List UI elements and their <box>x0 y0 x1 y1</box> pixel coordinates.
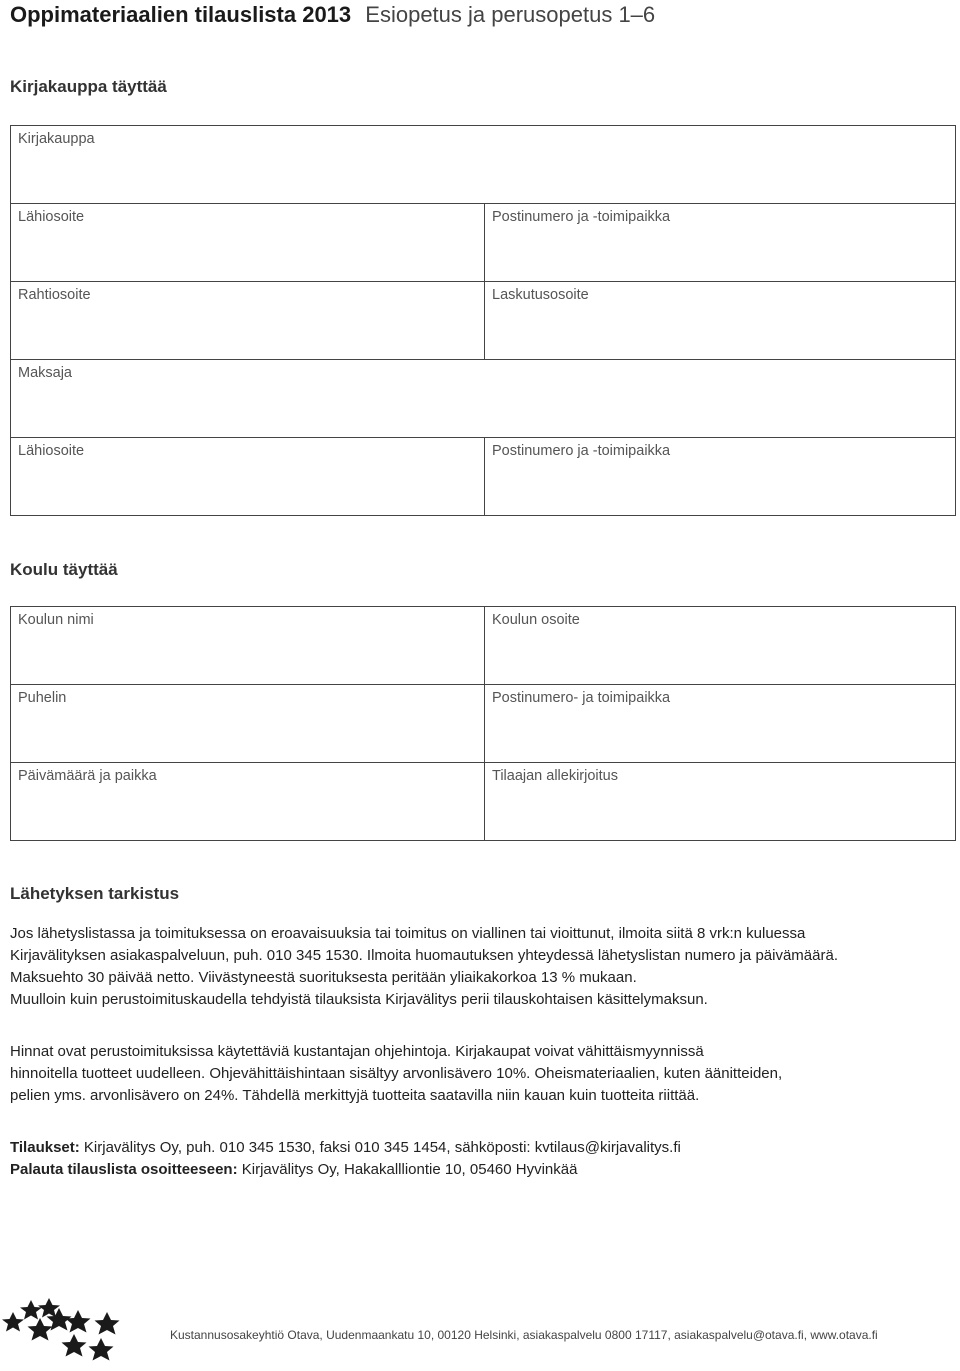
form-row <box>11 126 955 204</box>
title-main: Oppimateriaalien tilauslista 2013 <box>10 2 352 27</box>
date-place-field[interactable]: Päivämäärä ja paikka <box>11 763 485 841</box>
bookstore-form <box>10 125 956 516</box>
paragraph-line: Maksuehto 30 päivää netto. Viivästyneestä suorituksesta peritään yliaikakorkoa 13 % mukaan. <box>10 969 637 986</box>
title-sub: Esiopetus ja perusopetus 1–6 <box>365 2 656 27</box>
payer-postal-code-city-field[interactable]: Postinumero ja -toimipaikka <box>492 443 671 459</box>
payer-field[interactable]: Maksaja <box>18 365 72 381</box>
form-row <box>11 607 955 685</box>
star-icon <box>95 1312 120 1335</box>
form-row <box>11 685 955 763</box>
freight-address-field[interactable]: Rahtiosoite <box>11 282 485 359</box>
footer-publisher-info: Kustannusosakeyhtiö Otava, Uudenmaankatu 10, 00120 Helsinki, asiakaspalvelu 0800 17117, asiakaspalvelu@otava.fi, www.otava.fi <box>170 1328 878 1342</box>
pricing-paragraph <box>10 1041 950 1107</box>
form-row <box>11 360 955 438</box>
signature-field[interactable]: Tilaajan allekirjoitus <box>492 768 618 784</box>
star-icon <box>2 1312 24 1332</box>
return-label: Palauta tilauslista osoitteeseen: <box>10 1161 238 1178</box>
star-icon <box>66 1310 91 1333</box>
school-name-field[interactable]: Koulun nimi <box>11 607 485 684</box>
school-form <box>10 606 956 841</box>
form-row <box>11 204 955 282</box>
phone-field[interactable]: Puhelin <box>11 685 485 762</box>
school-section-heading: Koulu täyttää <box>10 560 118 579</box>
paragraph-line: Kirjavälityksen asiakaspalveluun, puh. 010 345 1530. Ilmoita huomautuksen yhteydessä lähetyslistan numero ja päivämäärä. <box>10 947 838 964</box>
return-text: Kirjavälitys Oy, Hakakallliontie 10, 05460 Hyvinkää <box>237 1161 578 1178</box>
shipment-check-heading: Lähetyksen tarkistus <box>10 884 180 903</box>
orders-line <box>10 1137 950 1159</box>
school-postal-code-city-field[interactable]: Postinumero- ja toimipaikka <box>492 690 671 706</box>
paragraph-line: Jos lähetyslistassa ja toimituksessa on eroavaisuuksia tai toimitus on viallinen tai vioittunut, ilmoita siitä 8 vrk:n kuluessa <box>10 925 806 942</box>
payer-street-address-field[interactable]: Lähiosoite <box>11 438 485 516</box>
return-address-line <box>10 1159 950 1181</box>
shipment-check-paragraph <box>10 923 950 1011</box>
form-row <box>11 282 955 360</box>
school-address-field[interactable]: Koulun osoite <box>492 612 580 628</box>
page-title <box>10 2 655 28</box>
form-row <box>11 763 955 841</box>
billing-address-field[interactable]: Laskutusosoite <box>492 287 589 303</box>
form-row <box>11 438 955 516</box>
star-icon <box>89 1338 114 1361</box>
bookstore-field[interactable]: Kirjakauppa <box>18 131 95 147</box>
star-icon <box>62 1334 87 1357</box>
star-icon <box>20 1300 42 1320</box>
paragraph-line: hinnoitella tuotteet uudelleen. Ohjevähittäishintaan sisältyy arvonlisävero 10%. Oheismateriaalien, kuten äänitteiden, <box>10 1065 783 1082</box>
paragraph-line: pelien yms. arvonlisävero on 24%. Tähdellä merkittyjä tuotteita saatavilla niin kauan kuin tuotteita riittää. <box>10 1087 700 1104</box>
postal-code-city-field[interactable]: Postinumero ja -toimipaikka <box>492 209 671 225</box>
orders-label: Tilaukset: <box>10 1139 80 1156</box>
orders-text: Kirjavälitys Oy, puh. 010 345 1530, faksi 010 345 1454, sähköposti: kvtilaus@kirjavalitys.fi <box>79 1139 681 1156</box>
street-address-field[interactable]: Lähiosoite <box>11 204 485 281</box>
stars-logo-icon <box>0 1296 130 1371</box>
star-icon <box>28 1318 53 1341</box>
paragraph-line: Muulloin kuin perustoimituskaudella tehdyistä tilauksista Kirjavälitys perii tilauskohtaisen käsittelymaksun. <box>10 991 708 1008</box>
contact-info <box>10 1137 950 1181</box>
bookstore-section-heading: Kirjakauppa täyttää <box>10 77 167 96</box>
paragraph-line: Hinnat ovat perustoimituksissa käytettäviä kustantajan ohjehintoja. Kirjakaupat voivat vähittäismyynnissä <box>10 1043 704 1060</box>
